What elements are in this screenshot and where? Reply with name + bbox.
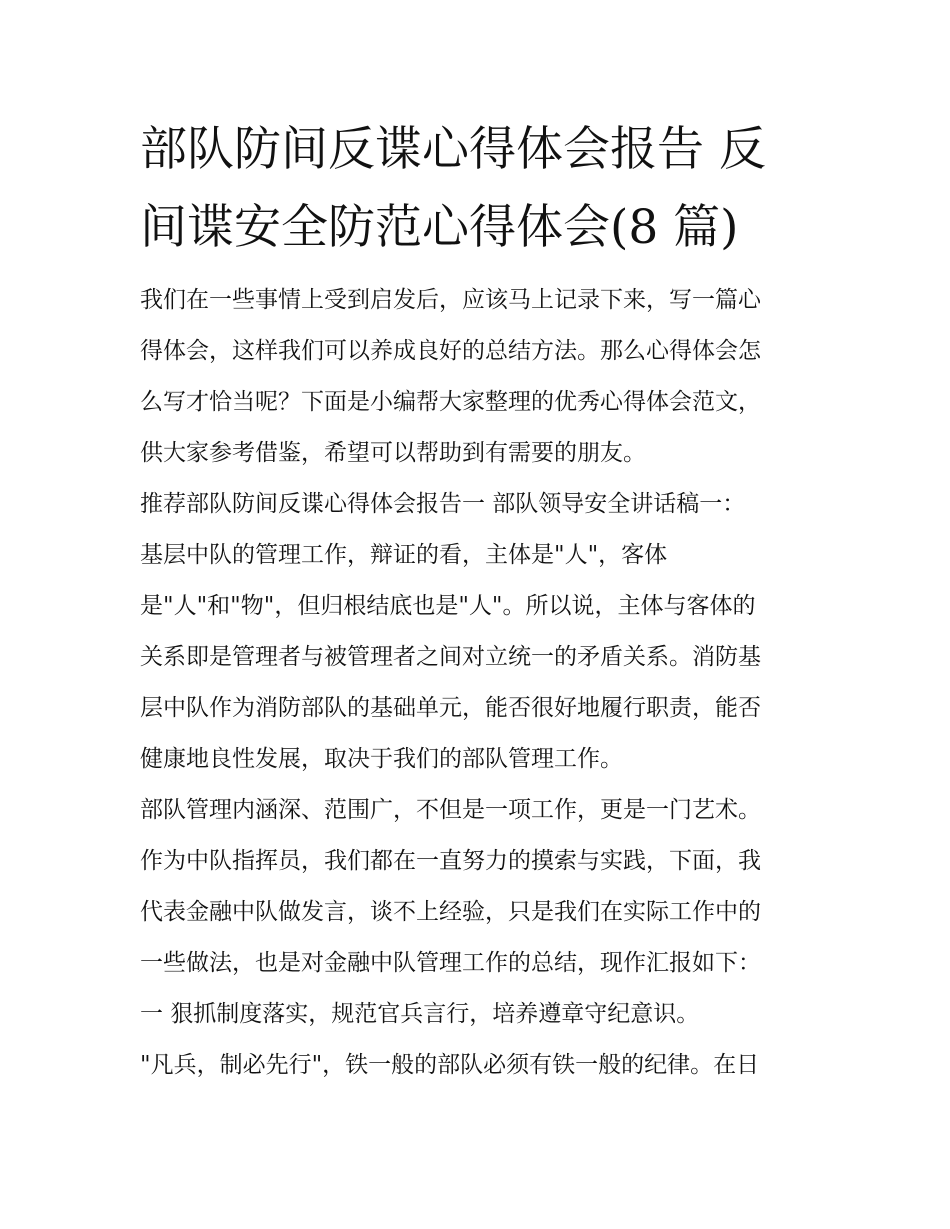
body-line-13: 代表金融中队做发言，谈不上经验，只是我们在实际工作中的 <box>140 899 761 925</box>
body-line-11: 部队管理内涵深、范围广，不但是一项工作，更是一门艺术。 <box>140 797 761 823</box>
body-line-16: "凡兵，制必先行"，铁一般的部队必须有铁一般的纪律。在日 <box>140 1052 760 1078</box>
body-line-8: 关系即是管理者与被管理者之间对立统一的矛盾关系。消防基 <box>140 644 761 670</box>
body-line-9: 层中队作为消防部队的基础单元，能否很好地履行职责，能否 <box>140 695 761 721</box>
document-title-line-2: 间谍安全防范心得体会(8 篇) <box>140 200 739 255</box>
body-line-1: 我们在一些事情上受到启发后，应该马上记录下来，写一篇心 <box>140 287 761 313</box>
document-title-line-1: 部队防间反谍心得体会报告 反 <box>140 122 766 177</box>
body-line-12: 作为中队指挥员，我们都在一直努力的摸索与实践，下面，我 <box>140 848 761 874</box>
body-line-6: 基层中队的管理工作，辩证的看，主体是"人"，客体 <box>140 542 668 568</box>
body-line-15: 一 狠抓制度落实，规范官兵言行，培养遵章守纪意识。 <box>140 1001 700 1027</box>
body-line-7: 是"人"和"物"，但归根结底也是"人"。所以说，主体与客体的 <box>140 593 756 619</box>
body-line-3: 么写才恰当呢？下面是小编帮大家整理的优秀心得体会范文， <box>140 389 761 415</box>
body-line-14: 一些做法，也是对金融中队管理工作的总结，现作汇报如下： <box>140 950 761 976</box>
body-line-5: 推荐部队防间反谍心得体会报告一 部队领导安全讲话稿一： <box>140 491 746 517</box>
body-line-10: 健康地良性发展，取决于我们的部队管理工作。 <box>140 746 623 772</box>
body-line-2: 得体会，这样我们可以养成良好的总结方法。那么心得体会怎 <box>140 338 761 364</box>
body-line-4: 供大家参考借鉴，希望可以帮助到有需要的朋友。 <box>140 440 646 466</box>
